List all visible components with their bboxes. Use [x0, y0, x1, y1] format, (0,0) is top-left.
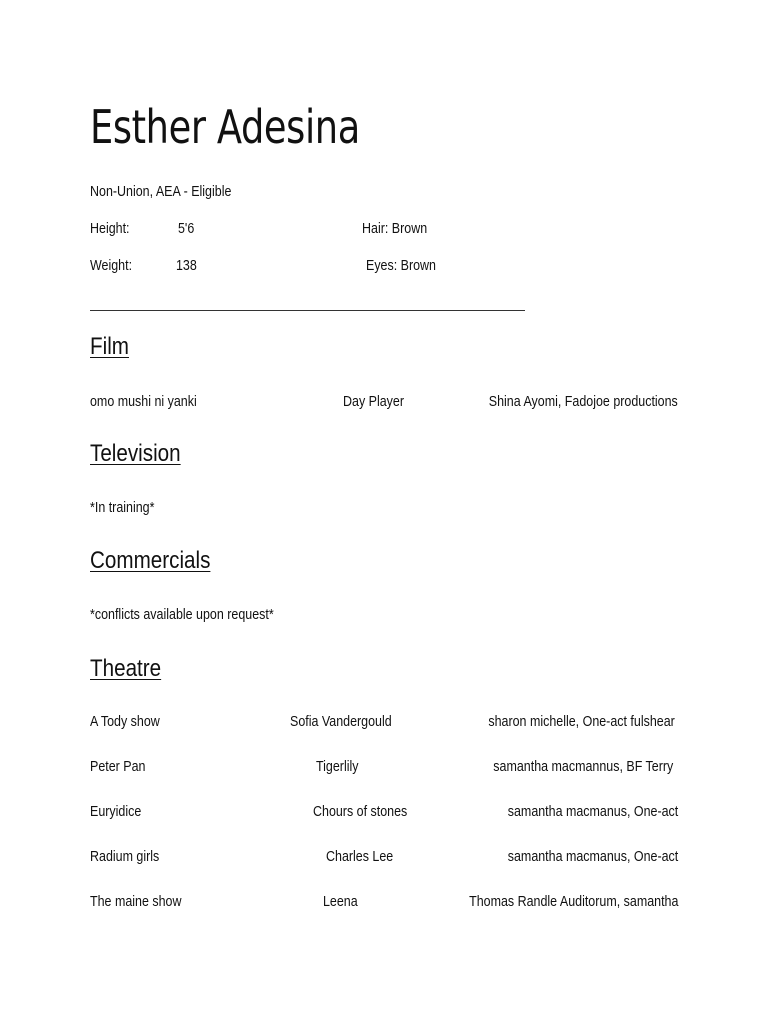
- theatre-heading: Theatre: [90, 655, 162, 682]
- theatre-title: The maine show: [90, 894, 182, 910]
- film-title: omo mushi ni yanki: [90, 394, 197, 410]
- section-divider: [90, 310, 525, 311]
- commercials-note: *conflicts available upon request*: [90, 607, 274, 623]
- height-value: 5'6: [178, 221, 195, 237]
- theatre-role: Chours of stones: [313, 804, 408, 820]
- theatre-role: Tigerlily: [316, 759, 359, 775]
- commercials-heading: Commercials: [90, 547, 211, 574]
- height-label: Height:: [90, 221, 130, 237]
- theatre-role: Charles Lee: [326, 849, 394, 865]
- theatre-company: Thomas Randle Auditorum, samantha: [468, 894, 678, 910]
- weight-label: Weight:: [90, 258, 133, 274]
- theatre-company: samantha macmanus, One-act: [507, 804, 678, 820]
- television-note: *In training*: [90, 500, 155, 516]
- hair-color: Hair: Brown: [362, 221, 428, 237]
- television-heading: Television: [90, 440, 181, 467]
- theatre-company: samantha macmanus, One-act: [507, 849, 678, 865]
- theatre-title: Radium girls: [90, 849, 160, 865]
- theatre-title: A Tody show: [90, 714, 160, 730]
- theatre-role: Sofia Vandergould: [290, 714, 392, 730]
- film-heading: Film: [90, 333, 129, 360]
- union-status: Non-Union, AEA - Eligible: [90, 184, 232, 200]
- actor-name: Esther Adesina: [90, 100, 360, 154]
- theatre-role: Leena: [323, 894, 358, 910]
- theatre-title: Euryidice: [90, 804, 142, 820]
- weight-value: 138: [176, 258, 197, 274]
- eye-color: Eyes: Brown: [366, 258, 437, 274]
- film-company: Shina Ayomi, Fadojoe productions: [488, 394, 678, 410]
- theatre-company: samantha macmannus, BF Terry: [493, 759, 673, 775]
- film-role: Day Player: [343, 394, 404, 410]
- theatre-title: Peter Pan: [90, 759, 146, 775]
- theatre-company: sharon michelle, One-act fulshear: [488, 714, 675, 730]
